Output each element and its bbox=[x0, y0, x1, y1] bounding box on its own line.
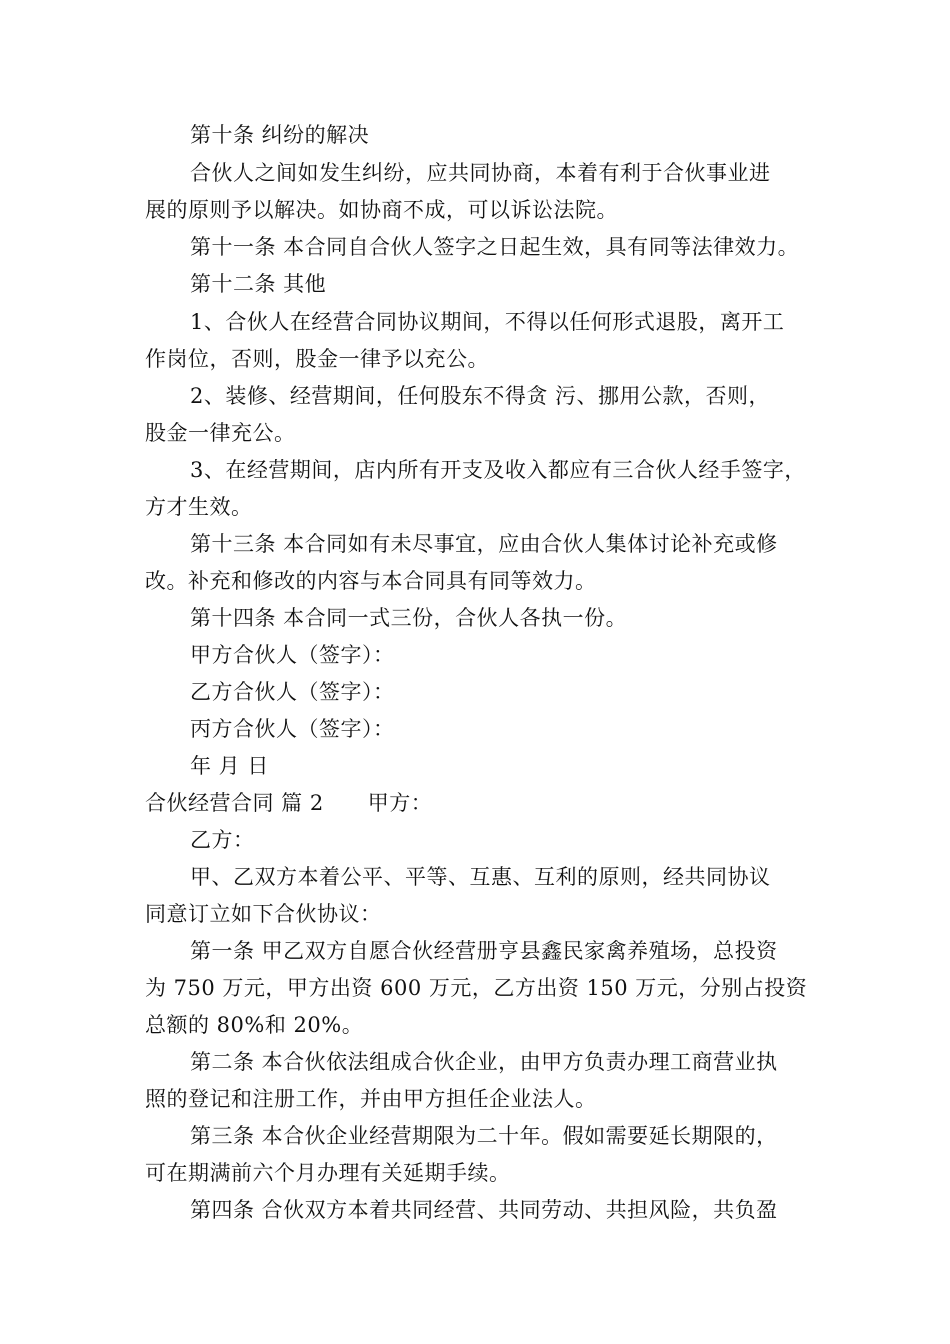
text-line: 合伙人之间如发生纠纷，应共同协商，本着有利于合伙事业进 bbox=[190, 161, 771, 185]
text-line: 股金一律充公。 bbox=[145, 421, 296, 445]
text-line: 展的原则予以解决。如协商不成，可以诉讼法院。 bbox=[145, 198, 618, 222]
signature-line-party-b: 乙方合伙人（签字）： bbox=[190, 680, 395, 704]
section-title-line bbox=[145, 789, 432, 817]
text-line: 总额的 80%和 20%。 bbox=[145, 1013, 364, 1037]
article-4-line: 第四条 合伙双方本着共同经营、共同劳动、共担风险，共负盈 bbox=[190, 1198, 778, 1222]
article-3-line: 第三条 本合伙企业经营期限为二十年。假如需要延长期限的， bbox=[190, 1124, 778, 1148]
text-line: 可在期满前六个月办理有关延期手续。 bbox=[145, 1161, 511, 1185]
date-line: 年 月 日 bbox=[190, 754, 269, 778]
text-line: 方才生效。 bbox=[145, 495, 253, 519]
text-line: 改。补充和修改的内容与本合同具有同等效力。 bbox=[145, 569, 597, 593]
article-14-line: 第十四条 本合同一式三份，合伙人各执一份。 bbox=[190, 606, 628, 630]
article-11-line: 第十一条 本合同自合伙人签字之日起生效，具有同等法律效力。 bbox=[190, 235, 800, 259]
text-line: 3、在经营期间，店内所有开支及收入都应有三合伙人经手签字， bbox=[190, 458, 806, 482]
article-13-line: 第十三条 本合同如有未尽事宜，应由合伙人集体讨论补充或修 bbox=[190, 532, 778, 556]
party-a-label: 甲方： bbox=[367, 791, 433, 815]
text-line: 2、装修、经营期间，任何股东不得贪 污、挪用公款，否则， bbox=[190, 384, 771, 408]
text-line: 1、合伙人在经营合同协议期间，不得以任何形式退股，离开工 bbox=[190, 310, 785, 334]
article-2-line: 第二条 本合伙依法组成合伙企业，由甲方负责办理工商营业执 bbox=[190, 1050, 778, 1074]
text-line: 作岗位，否则，股金一律予以充公。 bbox=[145, 347, 489, 371]
signature-line-party-c: 丙方合伙人（签字）： bbox=[190, 717, 395, 741]
party-b-label: 乙方： bbox=[190, 828, 255, 852]
text-line: 甲、乙双方本着公平、平等、互惠、互利的原则，经共同协议 bbox=[190, 865, 771, 889]
section-title: 合伙经营合同 篇 2 bbox=[145, 791, 324, 815]
signature-line-party-a: 甲方合伙人（签字）： bbox=[190, 643, 395, 667]
article-12-heading: 第十二条 其他 bbox=[190, 272, 327, 296]
text-line: 同意订立如下合伙协议： bbox=[145, 902, 382, 926]
text-line: 为 750 万元，甲方出资 600 万元，乙方出资 150 万元，分别占投资 bbox=[145, 976, 808, 1000]
article-1-line: 第一条 甲乙双方自愿合伙经营册亨县鑫民家禽养殖场，总投资 bbox=[190, 939, 778, 963]
article-10-heading: 第十条 纠纷的解决 bbox=[190, 123, 370, 147]
text-line: 照的登记和注册工作，并由甲方担任企业法人。 bbox=[145, 1087, 597, 1111]
